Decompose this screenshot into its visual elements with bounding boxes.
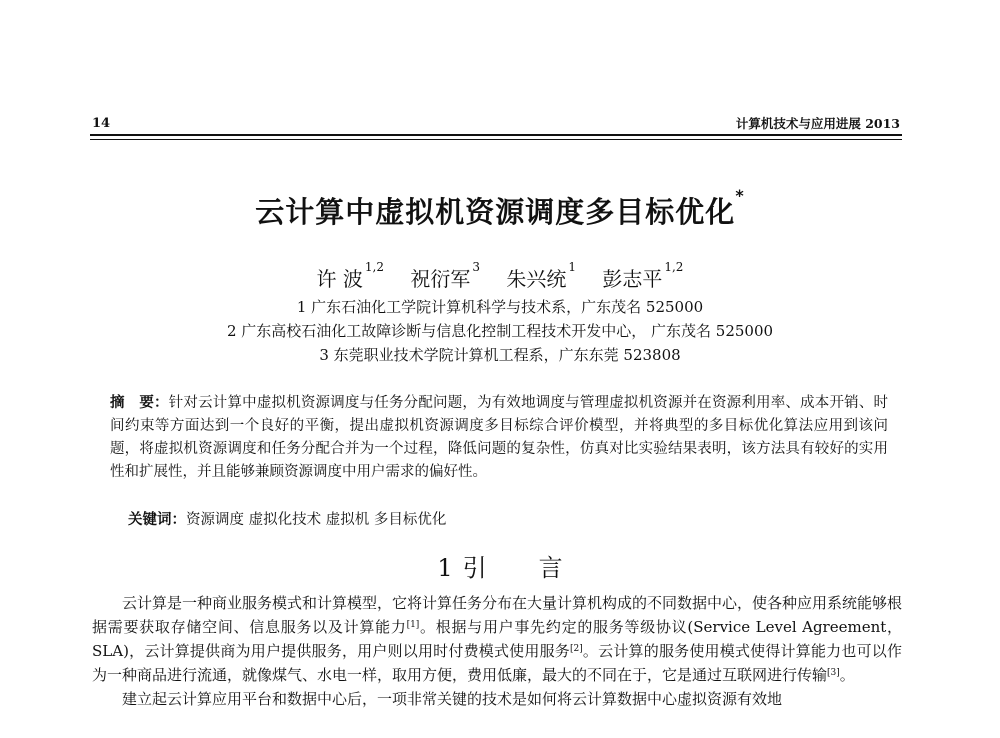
header-rule-thin [90, 139, 902, 140]
title-text: 云计算中虚拟机资源调度多目标优化 [255, 195, 736, 229]
author-name: 许 波 [316, 267, 363, 291]
body-text-run: 。云计算的服务使用模式使得计算能力也可以作为一种商品进行流通，就像煤气、水电一样，取用方便，费用低廉，最大的不同在于，它是通过互联网进行传输 [92, 642, 902, 684]
citation-ref: [2] [569, 644, 583, 654]
page-number: 14 [92, 116, 111, 131]
body-text [92, 591, 902, 711]
title-footnote-mark: * [735, 186, 745, 205]
body-paragraph-2: 建立起云计算应用平台和数据中心后，一项非常关键的技术是如何将云计算数据中心虚拟资源有效地 [122, 690, 783, 708]
body-text-run: 。根据与用户事先约定的服务等级协议(Service Level Agreement，SLA)，云计算提供商为用户提供服务，用户则以用时付费模式使用服务 [92, 618, 902, 660]
paper-title [0, 186, 1000, 231]
author [602, 260, 684, 291]
author [316, 260, 384, 291]
section-number: 1 [437, 554, 453, 582]
abstract-text: 针对云计算中虚拟机资源调度与任务分配问题，为有效地调度与管理虚拟机资源并在资源利用率、成本开销、时间约束等方面达到一个良好的平衡，提出虚拟机资源调度多目标综合评价模型，并将典型的多目标优化算法应用到该问题，将虚拟机资源调度和任务分配合并为一个过程，降低问题的复杂性，仿真对比实验结果表明，该方法具有较好的实用性和扩展性，并且能够兼顾资源调度中用户需求的偏好性。 [110, 395, 888, 480]
running-header: 计算机技术与应用进展 2013 [735, 116, 900, 131]
author-name: 祝衍军 [410, 267, 471, 291]
section-title-part1: 引 [462, 554, 487, 582]
author [410, 260, 480, 291]
citation-ref: [3] [827, 668, 840, 678]
author-affiliation: 1,2 [364, 260, 384, 274]
author-name: 朱兴统 [506, 267, 567, 291]
author [506, 260, 576, 291]
keywords-text: 资源调度 虚拟化技术 虚拟机 多目标优化 [186, 512, 447, 528]
author-affiliation: 3 [472, 260, 480, 274]
author-affiliation: 1,2 [664, 260, 684, 274]
section-title-part2: 言 [538, 554, 563, 582]
keywords [128, 508, 888, 529]
author-affiliation: 1 [568, 260, 576, 274]
affiliation-2: 2 广东高校石油化工故障诊断与信息化控制工程技术开发中心， 广东茂名 525000 [226, 322, 774, 340]
affiliation-1: 1 广东石油化工学院计算机科学与技术系，广东茂名 525000 [296, 298, 704, 316]
abstract [110, 391, 888, 484]
header-rule-thick [90, 134, 902, 136]
author-list [0, 260, 1000, 292]
body-text-run: 云计算是一种商业服务模式和计算模型，它将计算任务分布在大量计算机构成的不同数据中心，使各种应用系统能够根据需要获取存储空间、信息服务以及计算能力 [92, 594, 903, 636]
author-name: 彭志平 [602, 267, 663, 291]
affiliation-3: 3 东莞职业技术学院计算机工程系，广东东莞 523808 [319, 346, 681, 364]
citation-ref: [1] [406, 620, 420, 630]
section-heading [0, 548, 1000, 583]
abstract-label: 摘 要： [110, 394, 169, 411]
keywords-label: 关键词： [128, 511, 186, 528]
body-text-run: 。 [839, 666, 855, 684]
body-paragraph-1 [92, 591, 902, 687]
